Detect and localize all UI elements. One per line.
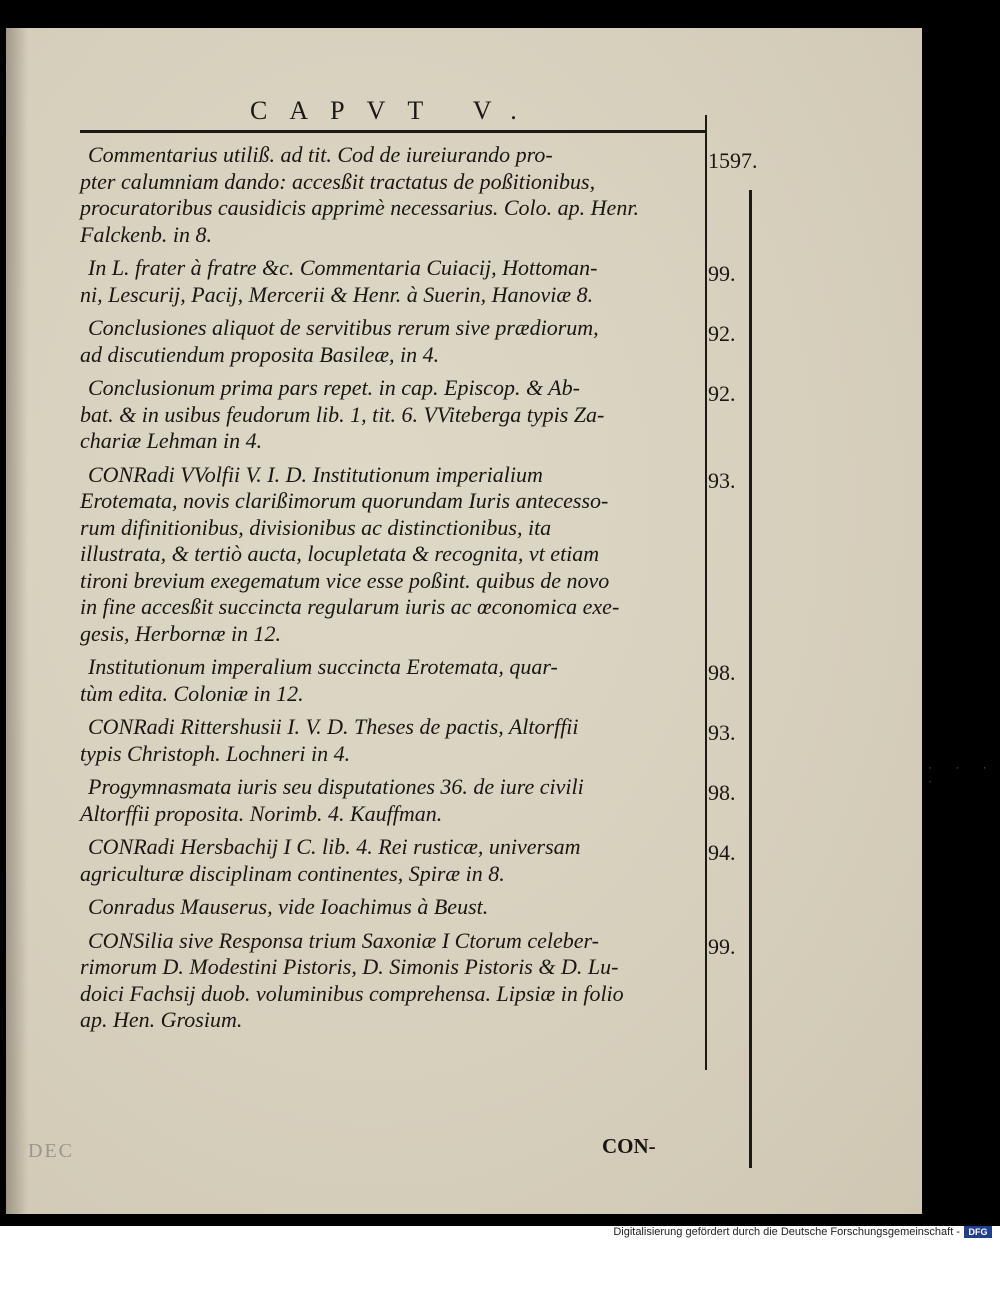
margin-rule-inner [705,115,707,1070]
entry-year: 99. [708,933,736,959]
entry-line: ad discutiendum proposita Basileæ, in 4. [80,341,440,367]
bibliography-entry [80,714,736,767]
entry-line: Conclusiones aliquot de servitibus rerum sive prædiorum, [88,315,599,340]
bibliography-entry [80,834,736,887]
entry-line: doici Fachsij duob. voluminibus comprehensa. Lipsiæ in folio [80,980,624,1006]
entry-line: in fine accesßit succincta regularum iuris ac œconomica exe- [80,594,620,619]
header-rule [80,130,705,133]
entry-text [80,654,690,707]
entry-text [80,375,690,455]
running-head: CAPVT V. [250,96,539,125]
entry-year: 93. [708,467,736,493]
entry-year: 99. [708,261,736,286]
entry-line: Erotemata, novis clarißimorum quorundam Iuris antecesso- [80,488,609,513]
footer-credit: Digitalisierung gefördert durch die Deutsche Forschungsgemeinschaft - [613,1226,960,1238]
entry-year: 98. [708,660,736,685]
entry-line: bat. & in usibus feudorum lib. 1, tit. 6. VViteberga typis Za- [80,401,605,427]
entry-line: procuratoribus causidicis apprimè necessarius. Colo. ap. Henr. [80,195,639,220]
bibliography-entry [80,461,736,648]
entry-text [80,928,690,1034]
entry-line: Commentarius utiliß. ad tit. Cod de iureiurando pro- [88,142,553,167]
entry-line: ap. Hen. Grosium. [80,1007,243,1032]
entry-text [80,315,690,368]
entry-year: 98. [708,780,736,805]
bibliography-entry [80,315,736,368]
bibliography-entry [80,774,736,827]
entry-line: illustrata, & tertiò aucta, locupletata & recognita, vt etiam [80,541,600,566]
entry-line: Altorffii proposita. Norimb. 4. Kauffman. [80,800,443,826]
entry-text [80,774,690,827]
entry-line: tùm edita. Coloniæ in 12. [80,680,304,706]
scan-edge-dots: · · · · [928,760,997,788]
entry-text [80,255,690,308]
entry-line: Falckenb. in 8. [80,221,212,247]
entry-line: gesis, Herbornæ in 12. [80,620,282,646]
entry-line: agriculturæ disciplinam continentes, Spiræ in 8. [80,860,505,886]
bibliography-entry [80,894,690,921]
entry-line: tironi brevium exegematum vice esse poßint. quibus de novo [80,567,610,593]
margin-rule-outer [749,190,752,1168]
bibliography-entry [80,927,736,1034]
entry-year: 92. [708,381,736,406]
bibliography-entry [80,142,758,248]
bibliography-entry [80,255,736,308]
entry-text [80,714,690,767]
entry-line: Conclusionum prima pars repet. in cap. Episcop. & Ab- [88,375,580,400]
dfg-logo-icon: DFG [964,1226,992,1238]
entry-text [80,142,690,248]
entry-line: ni, Lescurij, Pacij, Mercerii & Henr. à Suerin, Hanoviæ 8. [80,281,594,307]
entry-line: CONRadi Hersbachij I C. lib. 4. Rei rusticæ, universam [88,834,581,859]
entry-line: Institutionum imperalium succincta Erotemata, quar- [88,654,558,679]
entry-year: 93. [708,720,736,745]
bibliography-entry [80,375,736,455]
entry-line: pter calumniam dando: accesßit tractatus de poßitionibus, [80,168,596,194]
catchword: CON- [602,1134,656,1158]
entry-line: rum difinitionibus, divisionibus ac distinctionibus, ita [80,514,552,540]
entry-line: rimorum D. Modestini Pistoris, D. Simonis Pistoris & D. Lu- [80,954,619,979]
bibliography-entries [80,142,758,1041]
entry-line: typis Christoph. Lochneri in 4. [80,740,351,766]
entry-line: CONRadi Rittershusii I. V. D. Theses de pactis, Altorffii [88,714,579,739]
footer-bar [0,1226,1000,1295]
entry-line: CONSilia sive Responsa trium Saxoniæ I Ctorum celeber- [88,927,600,953]
entry-line: Progymnasmata iuris seu disputationes 36. de iure civili [88,774,584,799]
entry-line: CONRadi VVolfii V. I. D. Institutionum imperialium [88,461,543,487]
entry-line: In L. frater à fratre &c. Commentaria Cuiacij, Hottoman- [88,255,598,280]
entry-text [80,834,690,887]
entry-text [80,894,690,921]
page-gutter-shadow [6,28,28,1214]
margin-bleed-text: DEC [28,1140,74,1162]
entry-year: 1597. [708,148,758,173]
entry-year: 94. [708,840,736,865]
bibliography-entry [80,654,736,707]
entry-line: Conradus Mauserus, vide Ioachimus à Beust. [88,894,489,919]
entry-year: 92. [708,321,736,346]
entry-text [80,462,690,648]
entry-line: chariæ Lehman in 4. [80,428,263,453]
